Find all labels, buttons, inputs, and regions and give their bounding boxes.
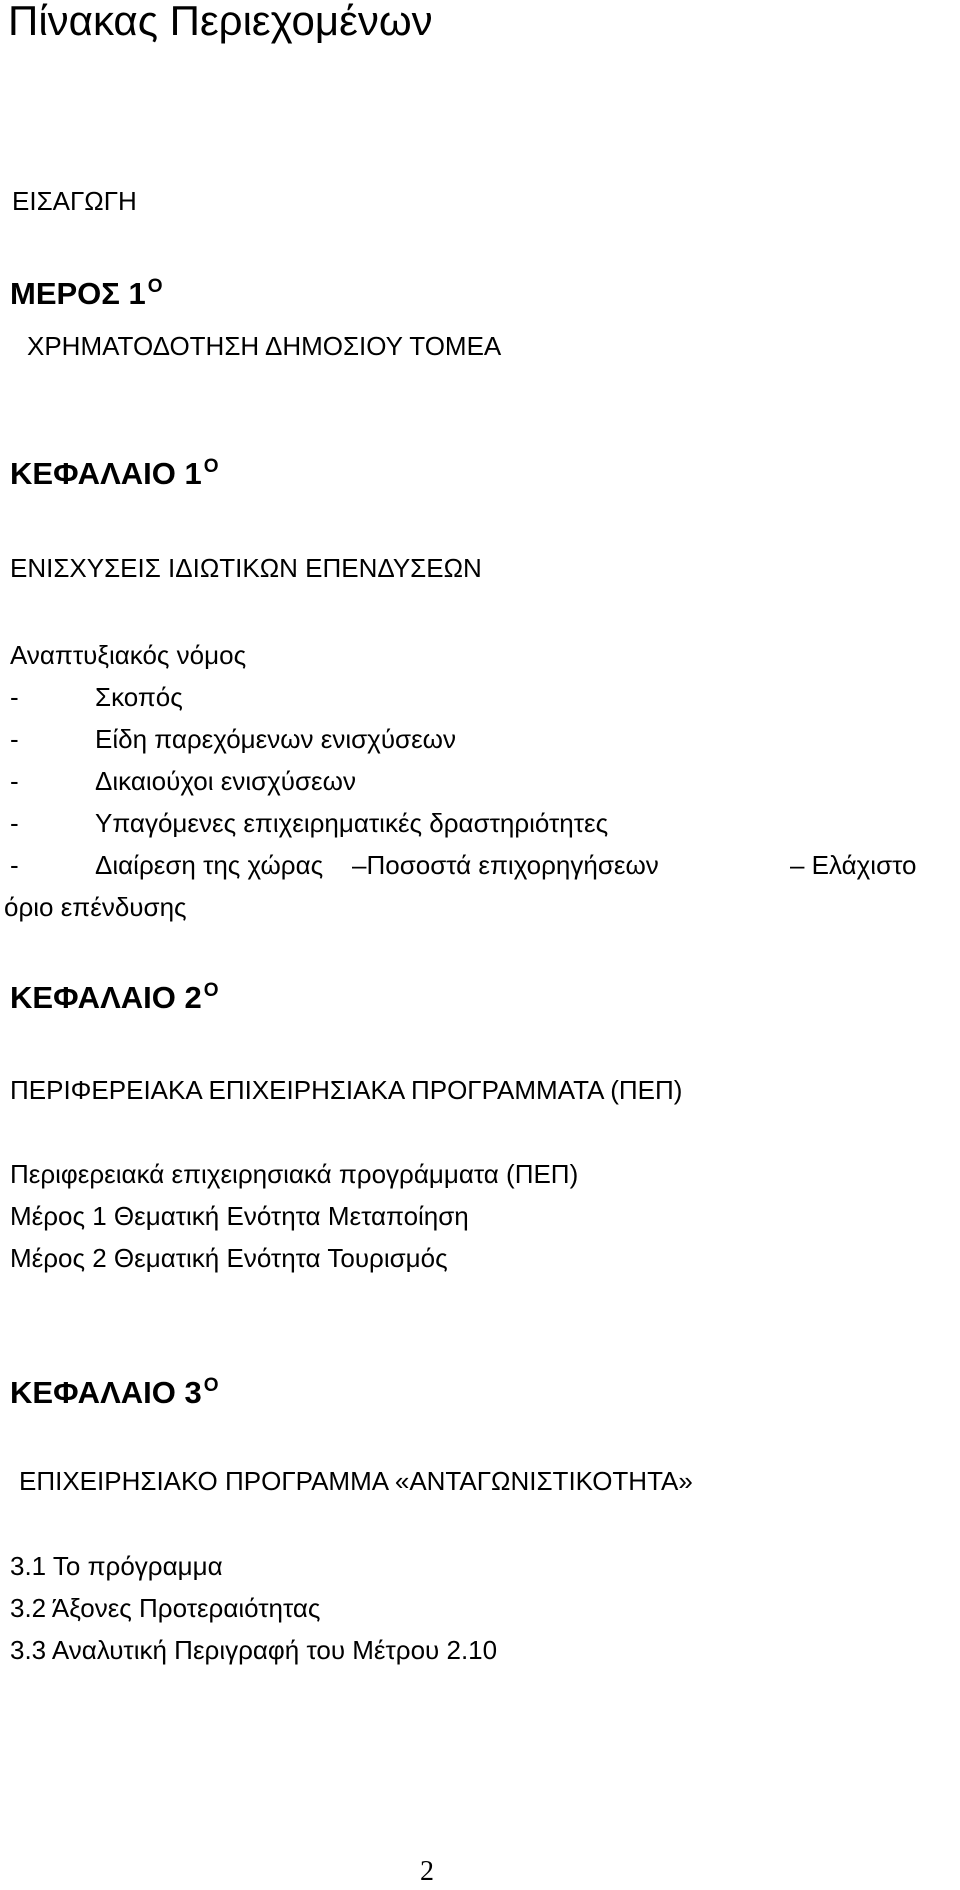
list-bullet: - <box>10 724 19 754</box>
chapter2-line: Μέρος 2 Θεματική Ενότητα Τουρισμός <box>10 1243 448 1273</box>
chapter3-line: 3.3 Αναλυτική Περιγραφή του Μέτρου 2.10 <box>10 1635 498 1665</box>
chapter2-line: Μέρος 1 Θεματική Ενότητα Μεταποίηση <box>10 1201 469 1231</box>
chapter3-subtitle: ΕΠΙΧΕΙΡΗΣΙΑΚΟ ΠΡΟΓΡΑΜΜΑ «ΑΝΤΑΓΩΝΙΣΤΙΚΟΤΗΤΑ» <box>19 1466 693 1496</box>
list-item: Υπαγόμενες επιχειρηματικές δραστηριότητες <box>95 808 609 838</box>
chapter2-heading: ΚΕΦΑΛΑΙΟ 2 $^O$ <box>10 980 219 1015</box>
list-item: Δικαιούχοι ενισχύσεων <box>95 766 356 796</box>
page-title: Πίνακας Περιεχομένων <box>8 0 433 44</box>
chapter1-heading: ΚΕΦΑΛΑΙΟ 1 $^O$ <box>10 456 219 491</box>
part1-heading: ΜΕΡΟΣ 1 $^O$ <box>10 276 163 311</box>
chapter1-section: Αναπτυξιακός νόμος <box>10 640 247 670</box>
list-bullet: - <box>10 808 19 838</box>
chapter3-line: 3.1 Το πρόγραμμα <box>10 1551 223 1581</box>
list-item: Σκοπός <box>95 682 183 712</box>
list-item-part: –Ποσοστά επιχορηγήσεων <box>352 850 659 880</box>
chapter2-line: Περιφερειακά επιχειρησιακά προγράμματα (ΠΕΠ) <box>10 1159 579 1189</box>
list-item-part: – Ελάχιστο <box>790 850 917 880</box>
chapter3-heading: ΚΕΦΑΛΑΙΟ 3 $^O$ <box>10 1375 219 1410</box>
list-bullet: - <box>10 850 19 880</box>
intro-heading: ΕΙΣΑΓΩΓΗ <box>12 186 137 216</box>
list-item-continuation: όριο επένδυσης <box>4 892 187 922</box>
list-item: Διαίρεση της χώρας <box>95 850 324 880</box>
chapter1-subtitle: ΕΝΙΣΧΥΣΕΙΣ ΙΔΙΩΤΙΚΩΝ ΕΠΕΝΔΥΣΕΩΝ <box>10 553 482 583</box>
chapter2-subtitle: ΠΕΡΙΦΕΡΕΙΑΚΑ ΕΠΙΧΕΙΡΗΣΙΑΚΑ ΠΡΟΓΡΑΜΜΑΤΑ (ΠΕΠ) <box>10 1075 683 1105</box>
list-bullet: - <box>10 766 19 796</box>
chapter3-line: 3.2 Άξονες Προτεραιότητας <box>10 1593 321 1623</box>
part1-subtitle: ΧΡΗΜΑΤΟΔΟΤΗΣΗ ΔΗΜΟΣΙΟΥ ΤΟΜΕΑ <box>27 331 502 361</box>
page-number: 2 <box>420 1856 434 1887</box>
list-item: Είδη παρεχόμενων ενισχύσεων <box>95 724 456 754</box>
list-bullet: - <box>10 682 19 712</box>
